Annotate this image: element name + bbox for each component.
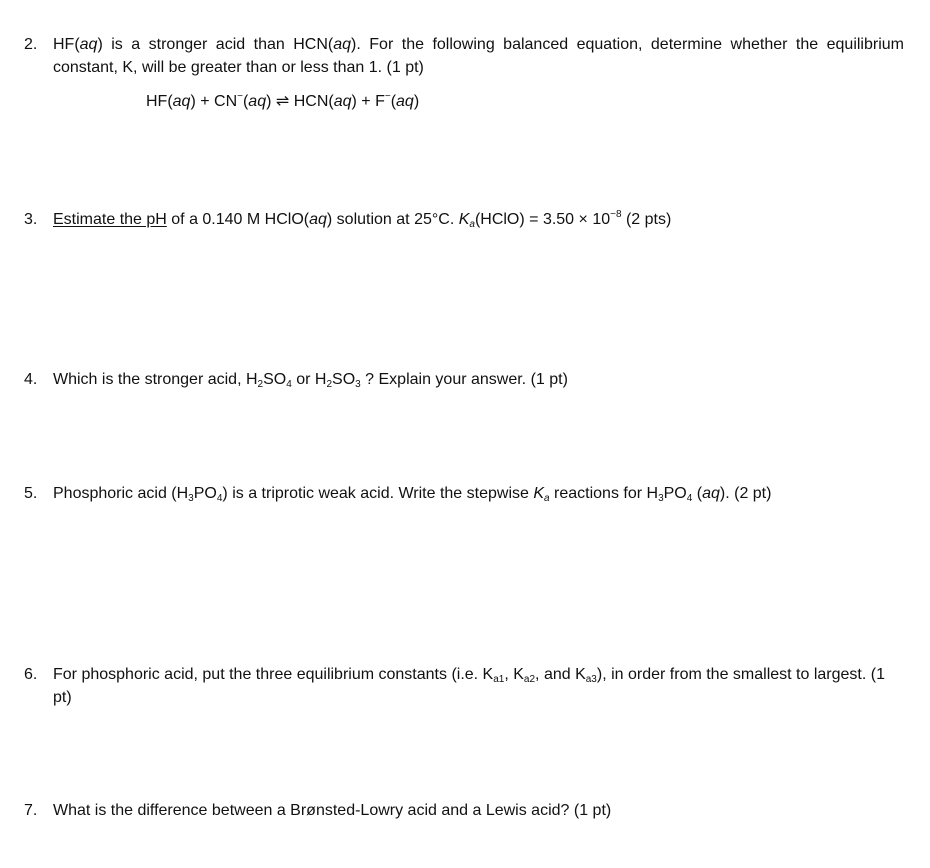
question-number: 5. <box>24 485 38 502</box>
question-3 <box>24 208 904 231</box>
question-text: For phosphoric acid, put the three equilibrium constants (i.e. $K_{a1}$, $K_{a2}$, and $K_{a3}$), in order from the smallest to largest. (1 pt) <box>53 666 885 706</box>
question-number: 6. <box>24 666 38 683</box>
question-5 <box>24 482 904 505</box>
question-number: 2. <box>24 36 38 53</box>
question-number: 3. <box>24 211 38 228</box>
question-number: 4. <box>24 371 38 388</box>
question-text: Which is the stronger acid, $H_2SO_4$ or $H_2SO_3$ ? Explain your answer. (1 pt) <box>53 371 568 390</box>
question-7 <box>24 799 904 822</box>
question-text: Phosphoric acid $(H_3PO_4)$ is a triprotic weak acid. Write the stepwise $K_a$ reactions for $H_3PO_4$ (aq). (2 pt) <box>53 485 772 504</box>
question-4 <box>24 368 904 391</box>
question-6 <box>24 663 904 709</box>
question-text: What is the difference between a Brønsted-Lowry acid and a Lewis acid? (1 pt) <box>53 802 612 819</box>
question-2 <box>24 33 904 79</box>
question-text: HF(aq) is a stronger acid than HCN(aq). For the following balanced equation, determine whether the equilibrium constant, K, will be greater than or less than 1. (1 pt) <box>53 36 904 76</box>
question-text: Estimate the pH of a 0.140 M HClO(aq) solution at 25°C. $K_a(HClO) = 3.50 \times 10^{-8}$ (2 pts) <box>53 209 672 230</box>
balanced-equation: HF(aq) + CN−(aq) ⇌ HCN(aq) + F−(aq) <box>146 91 420 110</box>
question-number: 7. <box>24 802 38 819</box>
